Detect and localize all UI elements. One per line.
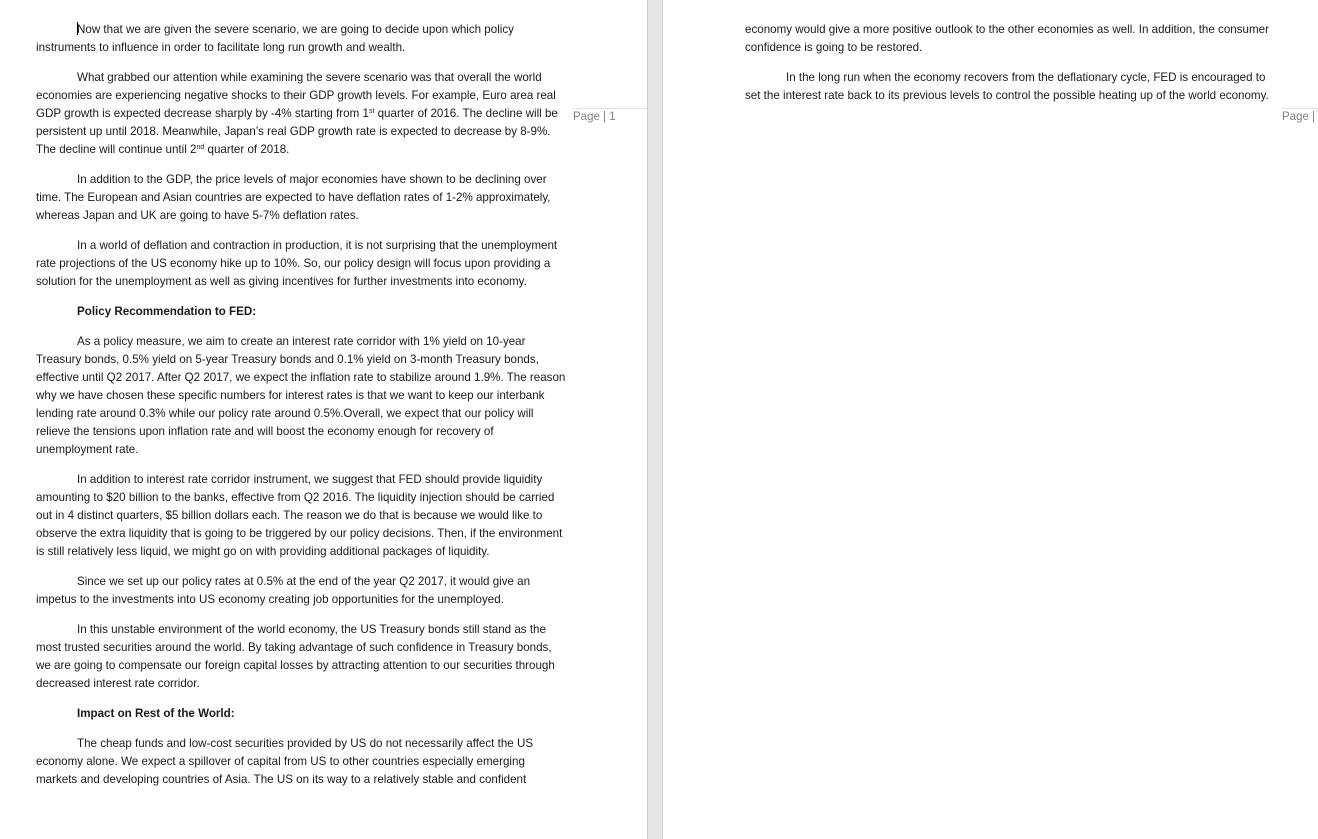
superscript-nd[interactable]: nd (196, 144, 205, 151)
document-page-1[interactable] (0, 0, 647, 839)
page-gutter (647, 0, 663, 839)
paragraph-7[interactable]: Since we set up our policy rates at 0.5% at the end of the year Q2 2017, it would give an impetus to the investments into US economy creating job opportunities for the unemployed. (36, 575, 531, 606)
paragraph-5[interactable]: As a policy measure, we aim to create an interest rate corridor with 1% yield on 10-year Treasury bonds, 0.5% yield on 5-year Treasury bonds and 0.1% yield on 3-month Treasury bonds, effective until Q2 2017. After Q2 2017, we expect the inflation rate to stabilize around 1.9%. The reason why we have chosen these specific numbers for interest rates is that we want to keep our interbank lending rate around 0.3% while our policy rate around 0.5%.Overall, we expect that our policy will relieve the tensions upon inflation rate and will boost the economy enough for recovery of unemployment rate. (36, 335, 566, 456)
page-number-1[interactable]: Page | 1 (573, 111, 616, 123)
footer-rule (1282, 108, 1318, 109)
page-number-2[interactable]: Page | (1282, 111, 1316, 123)
footer-rule (573, 108, 647, 109)
superscript-st[interactable]: st (368, 108, 375, 115)
paragraph-10[interactable]: In the long run when the economy recovers from the deflationary cycle, FED is encouraged to set the interest rate back to its previous levels to control the possible heating up of the world economy. (745, 71, 1269, 102)
paragraph-2[interactable] (36, 69, 566, 159)
paragraph-1-text[interactable]: Now that we are given the severe scenario, we are going to decide upon which policy instruments to influence in order to facilitate long run growth and wealth. (36, 23, 514, 54)
page-1-body[interactable] (36, 21, 566, 801)
paragraph-1[interactable] (36, 21, 566, 57)
paragraph-continued[interactable]: economy would give a more positive outlook to the other economies as well. In addition, the consumer confidence is going to be restored. (745, 23, 1269, 54)
paragraph-2-text-a[interactable]: What grabbed our attention while examining the severe scenario was that overall the world economies are experiencing negative shocks to their GDP growth levels. For example, Euro area real GDP growth is expected decrease sharply by -4% starting from 1 (36, 71, 556, 120)
paragraph-4[interactable]: In a world of deflation and contraction in production, it is not surprising that the unemployment rate projections of the US economy hike up to 10%. So, our policy design will focus upon providing a solution for the unemployment as well as giving incentives for further investments into economy. (36, 239, 558, 288)
paragraph-2-text-b[interactable]: quarter of 2016. The decline will be persistent up until 2018. Meanwhile, Japan’s real GDP growth rate is expected to decrease by 8-9%. The decline will continue until 2 (36, 107, 558, 156)
paragraph-9[interactable]: The cheap funds and low-cost securities provided by US do not necessarily affect the US economy alone. We expect a spillover of capital from US to other countries especially emerging markets and developing countries of Asia. The US on its way to a relatively stable and confident (36, 737, 534, 786)
paragraph-3[interactable]: In addition to the GDP, the price levels of major economies have shown to be declining over time. The European and Asian countries are expected to have deflation rates of 1-2% approximately, whereas Japan and UK are going to have 5-7% deflation rates. (36, 173, 551, 222)
paragraph-2-text-c[interactable]: quarter of 2018. (204, 143, 290, 156)
heading-impact-rest-of-world[interactable]: Impact on Rest of the World: (77, 707, 235, 720)
document-page-2[interactable] (663, 0, 1318, 839)
page-2-body[interactable] (745, 21, 1277, 117)
paragraph-8[interactable]: In this unstable environment of the world economy, the US Treasury bonds still stand as the most trusted securities around the world. By taking advantage of such confidence in Treasury bonds, we are going to compensate our foreign capital losses by attracting attention to our securities through decreased interest rate corridor. (36, 623, 555, 690)
paragraph-6[interactable]: In addition to interest rate corridor instrument, we suggest that FED should provide liquidity amounting to $20 billion to the banks, effective from Q2 2016. The liquidity injection should be carried out in 4 distinct quarters, $5 billion dollars each. The reason we do that is because we would like to observe the extra liquidity that is going to be triggered by our policy decisions. Then, if the environment is still relatively less liquid, we might go on with providing additional packages of liquidity. (36, 473, 563, 558)
heading-policy-recommendation[interactable]: Policy Recommendation to FED: (77, 305, 257, 318)
